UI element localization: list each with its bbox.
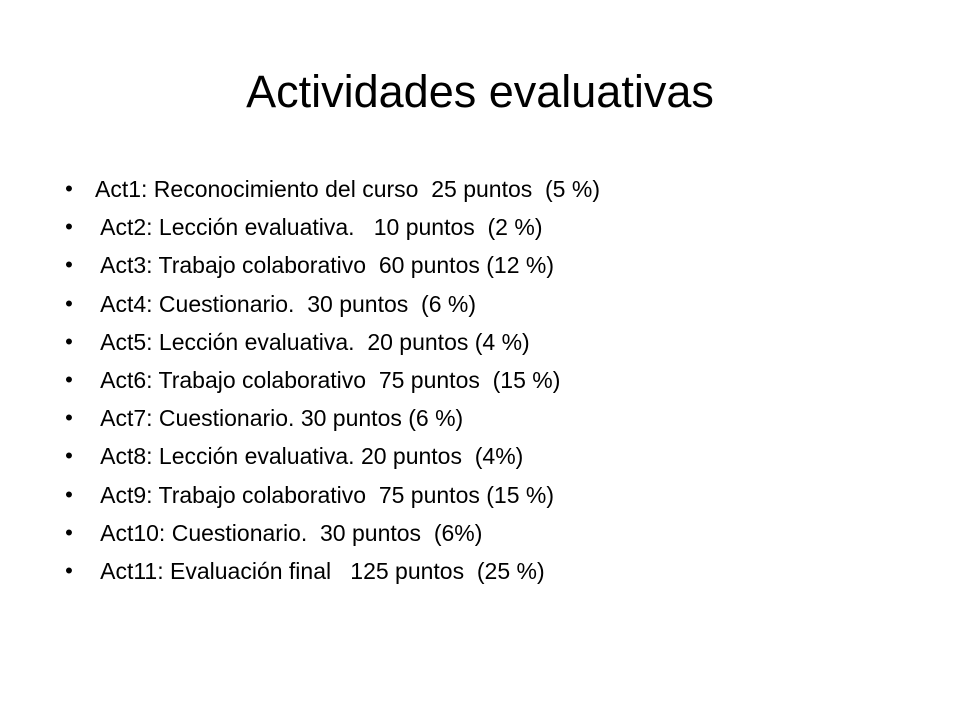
bullet-list (62, 171, 922, 591)
list-item-text: Act7: Cuestionario. 30 puntos (6 %) (95, 405, 464, 432)
list-item-text: Act9: Trabajo colaborativo 75 puntos (15 %) (95, 481, 554, 508)
bullet-icon: • (65, 443, 73, 469)
list-item (62, 553, 922, 591)
bullet-icon: • (65, 214, 73, 240)
list-item-text: Act8: Lección evaluativa. 20 puntos (4%) (95, 443, 524, 470)
bullet-icon: • (65, 405, 73, 431)
list-item-text: Act5: Lección evaluativa. 20 puntos (4 %) (95, 328, 530, 355)
bullet-icon: • (65, 252, 73, 278)
list-item-text: Act2: Lección evaluativa. 10 puntos (2 %) (95, 214, 543, 241)
list-item (62, 324, 922, 362)
slide-title: Actividades evaluativas (246, 66, 714, 117)
list-item-text: Act4: Cuestionario. 30 puntos (6 %) (95, 290, 476, 317)
list-item (62, 515, 922, 553)
list-item-text: Act11: Evaluación final 125 puntos (25 %) (95, 557, 545, 584)
list-item (62, 286, 922, 324)
list-item-text: Act6: Trabajo colaborativo 75 puntos (15 %) (95, 366, 561, 393)
bullet-icon: • (65, 290, 73, 316)
list-item (62, 247, 922, 285)
list-item-text: Act1: Reconocimiento del curso 25 puntos (5 %) (95, 176, 600, 202)
list-item-text: Act10: Cuestionario. 30 puntos (6%) (95, 519, 483, 546)
list-item (62, 477, 922, 515)
list-item (62, 171, 922, 209)
list-item (62, 362, 922, 400)
list-item (62, 400, 922, 438)
bullet-icon: • (65, 328, 73, 354)
list-item (62, 209, 922, 247)
list-item-text: Act3: Trabajo colaborativo 60 puntos (12 %) (95, 252, 554, 279)
bullet-icon: • (65, 481, 73, 507)
bullet-icon: • (65, 519, 73, 545)
list-item (62, 438, 922, 476)
bullet-icon: • (65, 366, 73, 392)
bullet-icon: • (65, 176, 73, 201)
bullet-icon: • (65, 557, 73, 583)
